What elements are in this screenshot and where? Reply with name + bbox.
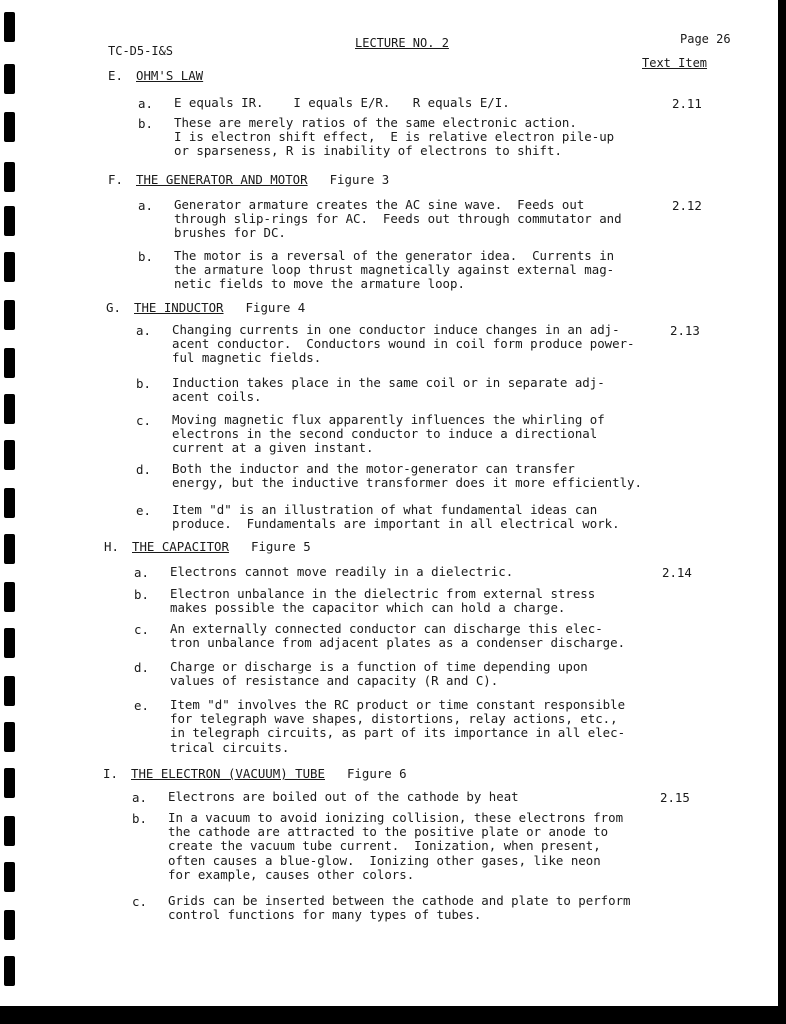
document-title: LECTURE NO. 2 [355, 36, 449, 50]
binder-holes [4, 0, 20, 1000]
item-text-line: in telegraph circuits, as part of its importance in all elec- [170, 725, 626, 741]
item-text-line: Changing currents in one conductor induce changes in an adj- [172, 322, 620, 337]
item-text-line: Charge or discharge is a function of time depending upon [170, 659, 588, 674]
item-text-line: ful magnetic fields. [172, 350, 322, 366]
item-label: a. [134, 565, 149, 580]
binder-hole [4, 162, 15, 192]
item-text-line: for telegraph wave shapes, distortions, relay actions, etc., [170, 711, 618, 727]
binder-hole [4, 348, 15, 378]
item-label: b. [132, 811, 147, 826]
section-letter: G. [106, 300, 121, 315]
item-text-line: Induction takes place in the same coil or in separate adj- [172, 375, 605, 390]
figure-reference: Figure 6 [346, 766, 407, 781]
binder-hole [4, 816, 15, 846]
scan-edge-bottom [0, 1006, 786, 1024]
binder-hole [4, 12, 15, 42]
item-text-line: makes possible the capacitor which can hold a charge. [170, 600, 566, 616]
scan-edge-right [778, 0, 786, 1024]
section-heading [104, 539, 311, 554]
item-label: b. [136, 376, 151, 391]
item-text-line: acent conductor. Conductors wound in coil form produce power- [172, 336, 635, 352]
section-title: THE CAPACITOR [132, 539, 229, 554]
item-label: b. [138, 249, 153, 264]
item-text-line: An externally connected conductor can discharge this elec- [170, 621, 603, 636]
item-text-line: the cathode are attracted to the positive plate or anode to [168, 824, 609, 840]
binder-hole [4, 862, 15, 892]
item-label: e. [136, 503, 151, 518]
item-text-line: trical circuits. [170, 739, 290, 755]
item-text-line: the armature loop thrust magnetically against external mag- [174, 262, 615, 278]
item-text-line: create the vacuum tube current. Ionization, when present, [168, 838, 601, 854]
item-text-line: for example, causes other colors. [168, 866, 415, 882]
item-label: d. [134, 660, 149, 675]
binder-hole [4, 206, 15, 236]
figure-reference: Figure 3 [329, 172, 390, 187]
item-text-line: The motor is a reversal of the generator idea. Currents in [174, 248, 615, 263]
item-text-line: through slip-rings for AC. Feeds out through commutator and [174, 211, 622, 227]
item-text-line: often causes a blue-glow. Ionizing other gases, like neon [168, 852, 601, 868]
item-text-line: produce. Fundamentals are important in all electrical work. [172, 516, 620, 532]
item-text-line: Moving magnetic flux apparently influences the whirling of [172, 412, 605, 427]
item-label: a. [138, 96, 153, 111]
item-text-line: tron unbalance from adjacent plates as a condenser discharge. [170, 635, 626, 651]
item-label: c. [136, 413, 151, 428]
text-item-number: 2.13 [670, 323, 700, 338]
binder-hole [4, 252, 15, 282]
item-label: e. [134, 698, 149, 713]
figure-reference: Figure 5 [250, 539, 311, 554]
item-text-line: or sparseness, R is inability of electrons to shift. [174, 143, 562, 159]
item-text-line: I is electron shift effect, E is relative electron pile-up [174, 129, 615, 145]
item-label: c. [132, 894, 147, 909]
text-item-number: 2.12 [672, 198, 702, 213]
item-label: a. [138, 198, 153, 213]
item-label: a. [132, 790, 147, 805]
section-title: THE ELECTRON (VACUUM) TUBE [131, 766, 325, 781]
section-letter: H. [104, 539, 119, 554]
binder-hole [4, 534, 15, 564]
text-item-column-label: Text Item [642, 56, 708, 70]
section-heading [108, 172, 389, 187]
item-text-line: In a vacuum to avoid ionizing collision, these electrons from [168, 810, 624, 825]
text-item-number: 2.11 [672, 96, 702, 111]
item-label: a. [136, 323, 151, 338]
item-text-line: Item "d" is an illustration of what fundamental ideas can [172, 502, 598, 517]
item-text-line: Both the inductor and the motor-generator can transfer [172, 461, 575, 476]
section-heading [106, 300, 305, 315]
item-text-line: Electrons are boiled out of the cathode by heat [168, 789, 519, 804]
page-number: Page 26 [680, 32, 731, 46]
item-label: d. [136, 462, 151, 477]
binder-hole [4, 64, 15, 94]
binder-hole [4, 628, 15, 658]
section-letter: F. [108, 172, 123, 187]
item-text-line: Grids can be inserted between the cathode and plate to perform [168, 893, 631, 908]
item-text-line: E equals IR. I equals E/R. R equals E/I. [174, 95, 510, 110]
text-item-number: 2.14 [662, 565, 692, 580]
item-text-line: acent coils. [172, 389, 262, 405]
document-id: TC-D5-I&S [108, 44, 174, 58]
binder-hole [4, 582, 15, 612]
binder-hole [4, 300, 15, 330]
item-text-line: values of resistance and capacity (R and C). [170, 673, 499, 689]
binder-hole [4, 676, 15, 706]
section-title: THE INDUCTOR [134, 300, 224, 315]
figure-reference: Figure 4 [245, 300, 306, 315]
item-text-line: current at a given instant. [172, 440, 374, 456]
section-heading [103, 766, 407, 781]
binder-hole [4, 440, 15, 470]
binder-hole [4, 722, 15, 752]
item-text-line: These are merely ratios of the same electronic action. [174, 115, 577, 130]
item-label: b. [138, 116, 153, 131]
item-label: b. [134, 587, 149, 602]
item-text-line: brushes for DC. [174, 225, 286, 241]
binder-hole [4, 910, 15, 940]
binder-hole [4, 394, 15, 424]
section-title: OHM'S LAW [136, 68, 204, 83]
text-item-number: 2.15 [660, 790, 690, 805]
section-title: THE GENERATOR AND MOTOR [136, 172, 308, 187]
binder-hole [4, 112, 15, 142]
item-text-line: energy, but the inductive transformer does it more efficiently. [172, 475, 642, 491]
binder-hole [4, 768, 15, 798]
item-text-line: netic fields to move the armature loop. [174, 276, 465, 292]
item-text-line: control functions for many types of tubes. [168, 907, 482, 923]
item-text-line: Item "d" involves the RC product or time constant responsible [170, 697, 626, 712]
item-text-line: electrons in the second conductor to induce a directional [172, 426, 598, 442]
section-letter: E. [108, 68, 123, 83]
item-label: c. [134, 622, 149, 637]
binder-hole [4, 488, 15, 518]
item-text-line: Generator armature creates the AC sine wave. Feeds out [174, 197, 585, 212]
section-heading [108, 68, 203, 83]
item-text-line: Electron unbalance in the dielectric from external stress [170, 586, 596, 601]
section-letter: I. [103, 766, 118, 781]
binder-hole [4, 956, 15, 986]
item-text-line: Electrons cannot move readily in a dielectric. [170, 564, 514, 579]
